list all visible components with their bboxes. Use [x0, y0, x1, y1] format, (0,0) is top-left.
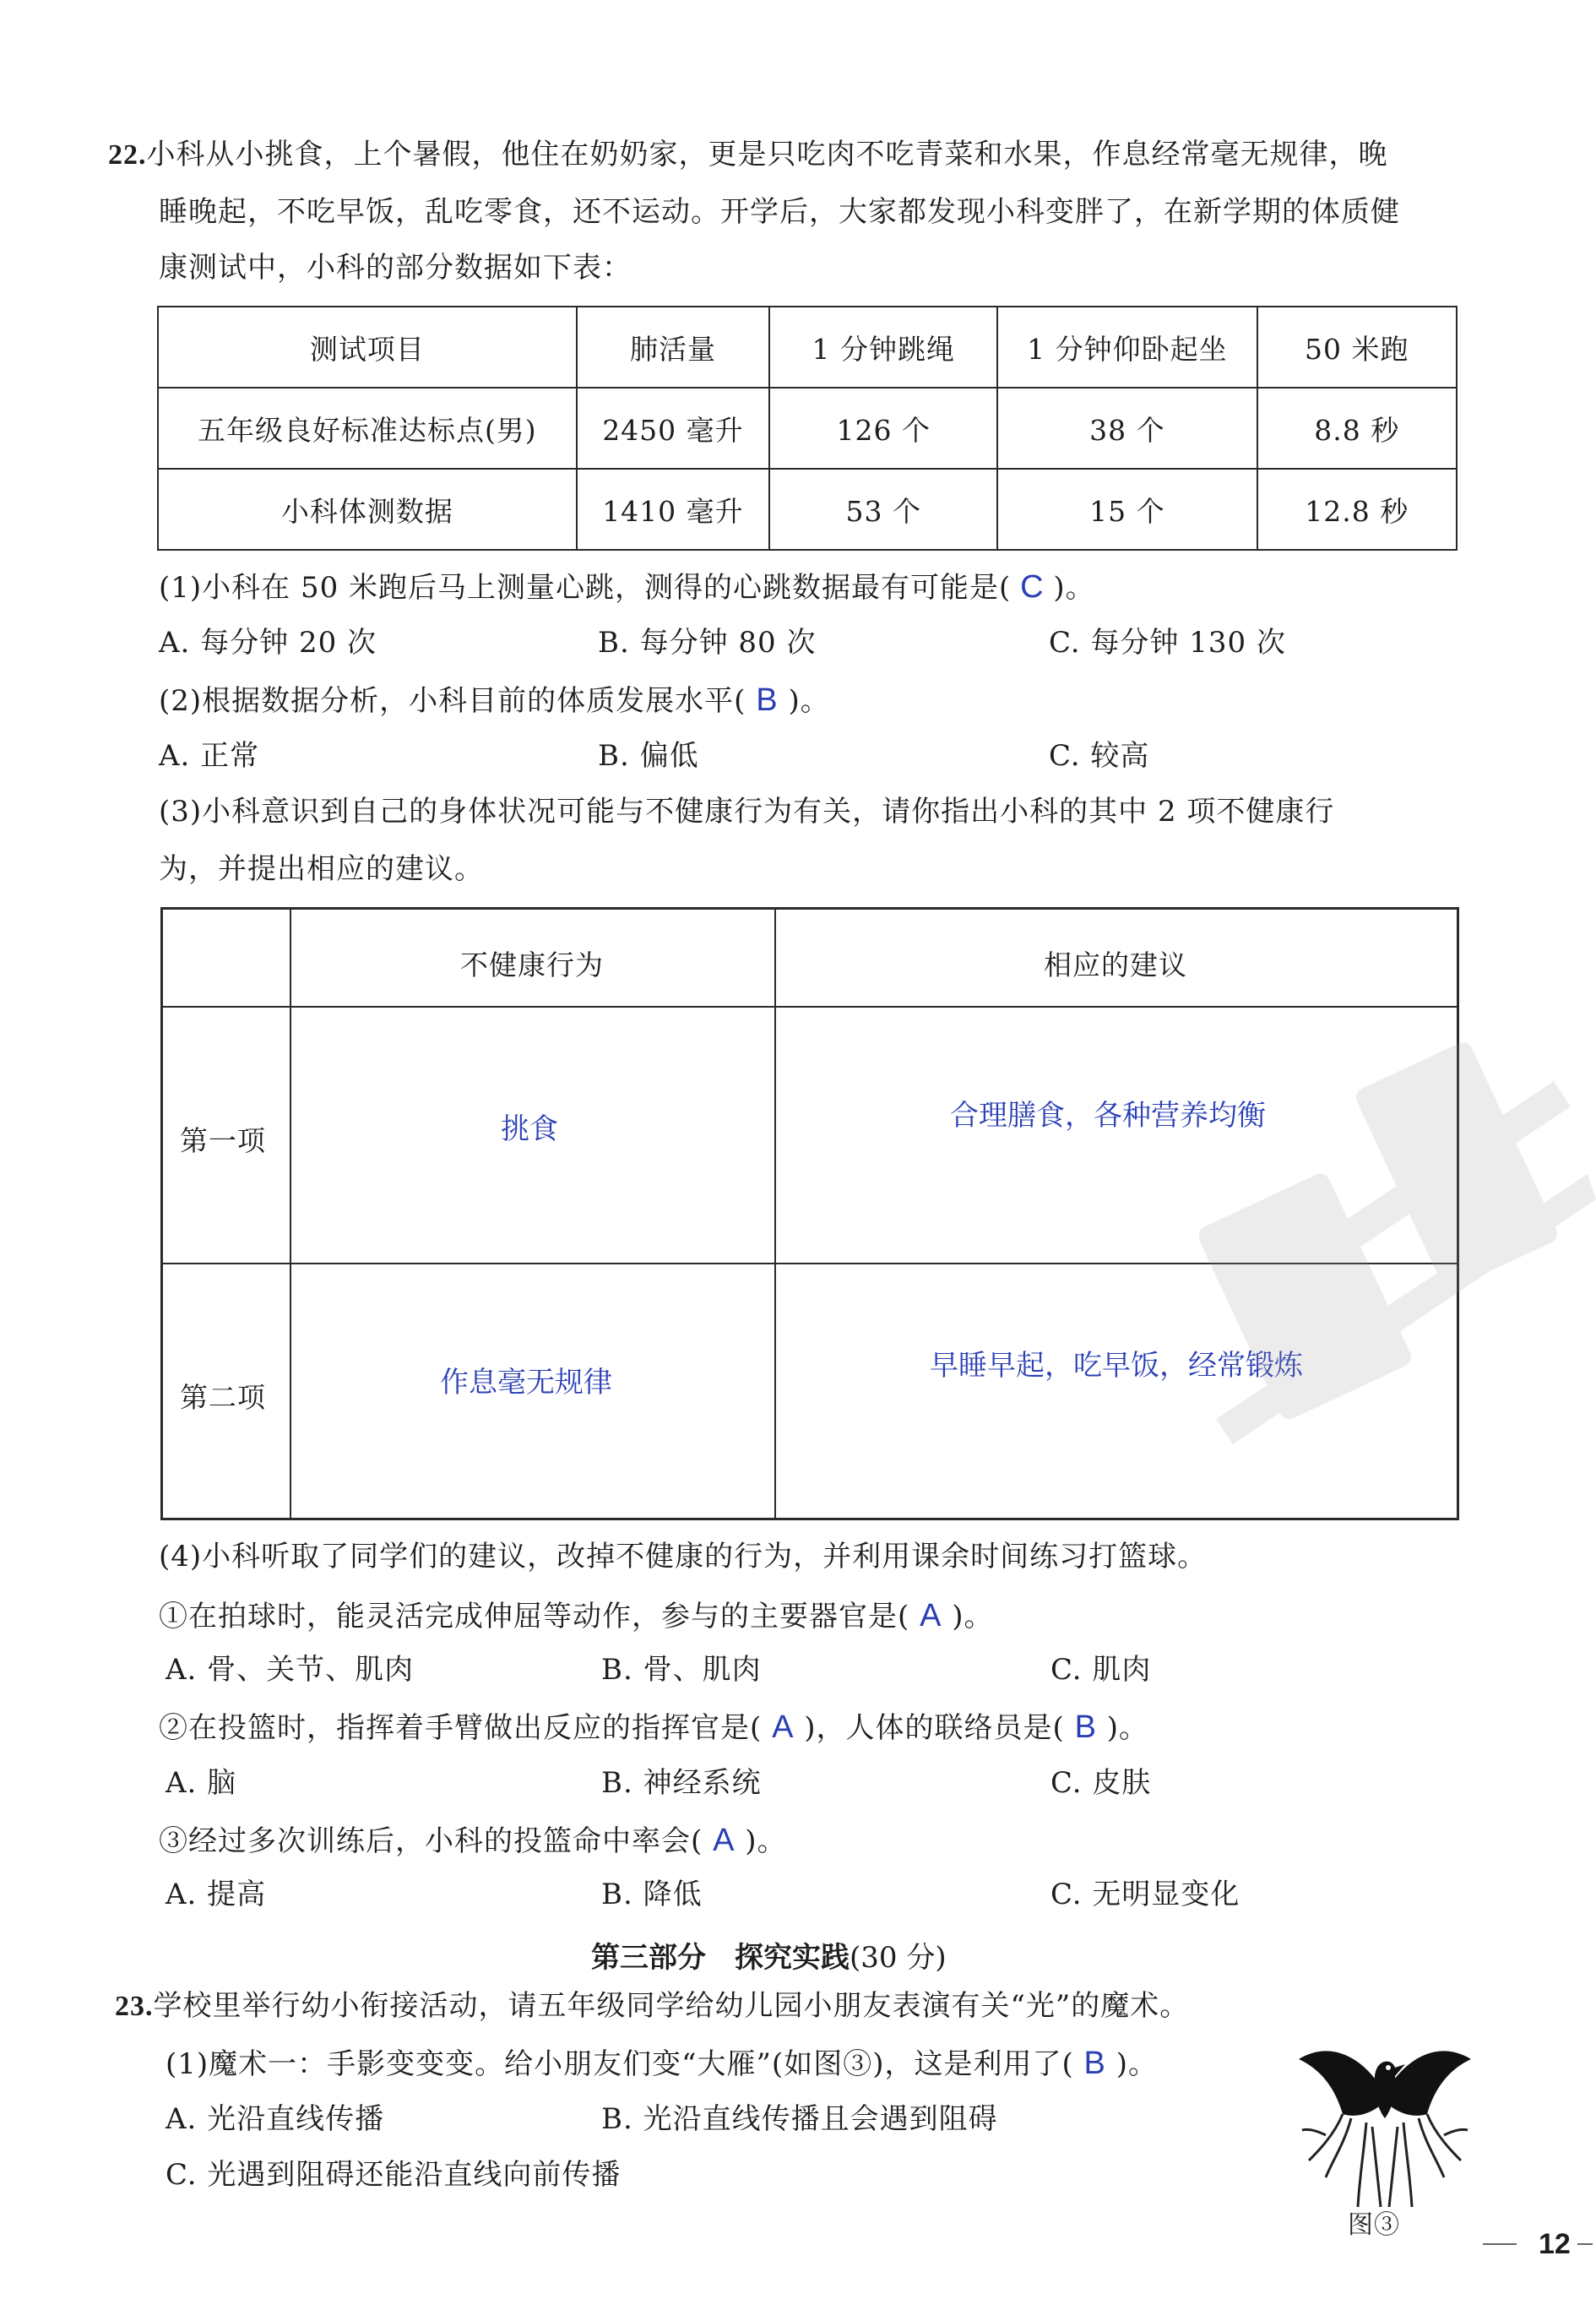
q23-sub1-close: )。 [1116, 2047, 1158, 2081]
option-c: C. 肌肉 [1050, 1653, 1152, 1687]
q22-sub4-p1 [159, 1600, 994, 1632]
q22-sub1-close: )。 [1053, 571, 1095, 605]
page-number: 12 [1539, 2228, 1571, 2260]
behavior-advice-table [160, 907, 1459, 1520]
row-label-second: 第二项 [180, 1381, 266, 1414]
fitness-data-table [157, 306, 1458, 551]
q22-stem-line2: 睡晚起，不吃早饭，乱吃零食，还不运动。开学后，大家都发现小科变胖了，在新学期的体质健 [159, 195, 1400, 229]
option-c: C. 每分钟 130 次 [1049, 626, 1286, 660]
q22-sub2-text: (2)根据数据分析，小科目前的体质发展水平( [159, 684, 746, 718]
option-b: B. 偏低 [598, 739, 699, 773]
q23-stem-text: 学校里举行幼小衔接活动，请五年级同学给幼儿园小朋友表演有关“光”的魔术。 [153, 1989, 1190, 2023]
p3-text: ③经过多次训练后，小科的投篮命中率会( [159, 1824, 703, 1858]
q22-stem-line1: 小科从小挑食，上个暑假，他住在奶奶家，更是只吃肉不吃青菜和水果，作息经常毫无规律，晚 [146, 138, 1388, 171]
option-c: C. 光遇到阻碍还能沿直线向前传播 [166, 2158, 622, 2192]
section-title [591, 1934, 947, 1976]
table-header: 肺活量 [577, 307, 770, 388]
q22-line1 [108, 140, 1388, 170]
answer-mark: B [1074, 1709, 1097, 1745]
option-b: B. 光沿直线传播且会遇到阻碍 [601, 2102, 998, 2136]
table-header-row [158, 307, 1457, 388]
table-row [158, 469, 1457, 550]
option-a: A. 骨、关节、肌肉 [166, 1653, 415, 1687]
option-b: B. 神经系统 [601, 1766, 762, 1800]
option-c: C. 无明显变化 [1050, 1878, 1240, 1911]
q22-sub1 [159, 571, 1095, 603]
q23-sub1-text: (1)魔术一：手影变变变。给小朋友们变“大雁”(如图③)，这是利用了( [166, 2047, 1074, 2081]
column-header-advice: 相应的建议 [1044, 948, 1187, 981]
q23-number: 23. [115, 1991, 154, 2022]
column-header-behavior: 不健康行为 [460, 948, 604, 981]
p3-close: )。 [745, 1824, 787, 1858]
q23-sub1 [166, 2047, 1158, 2079]
page-number-dash [1483, 2243, 1517, 2245]
option-a: A. 提高 [166, 1878, 267, 1911]
answer-advice-second: 早睡早起，吃早饭，经常锻炼 [930, 1349, 1303, 1383]
section-score: (30 分) [850, 1941, 947, 1975]
table-cell: 8.8 秒 [1257, 388, 1457, 469]
page-number-dash [1577, 2243, 1593, 2245]
table-cell: 126 个 [769, 388, 997, 469]
answer-mark: C [1020, 569, 1045, 605]
table-cell: 38 个 [997, 388, 1257, 469]
p1-close: )。 [952, 1600, 994, 1633]
table-cell: 小科体测数据 [158, 469, 577, 550]
table-cell: 12.8 秒 [1257, 469, 1457, 550]
option-b: B. 降低 [601, 1878, 703, 1911]
q22-stem-line3: 康测试中，小科的部分数据如下表： [159, 251, 632, 285]
table-header: 1 分钟跳绳 [769, 307, 997, 388]
q22-sub4-p3 [159, 1824, 787, 1856]
q22-sub2 [159, 684, 830, 716]
q22-sub3-line1: (3)小科意识到自己的身体状况可能与不健康行为有关，请你指出小科的其中 2 项不健康行 [159, 795, 1335, 829]
q22-sub1-text: (1)小科在 50 米跑后马上测量心跳，测得的心跳数据最有可能是( [159, 571, 1012, 605]
answer-mark: B [1083, 2046, 1106, 2081]
q23-stem [115, 1989, 1190, 2023]
q22-sub4: (4)小科听取了同学们的建议，改掉不健康的行为，并利用课余时间练习打篮球。 [159, 1540, 1208, 1574]
option-b: B. 骨、肌肉 [601, 1653, 762, 1687]
option-a: A. 脑 [166, 1766, 237, 1800]
table-cell: 2450 毫升 [577, 388, 770, 469]
p2-text: ②在投篮时，指挥着手臂做出反应的指挥官是( [159, 1711, 763, 1745]
table-row [158, 388, 1457, 469]
p2-close: )。 [1106, 1711, 1149, 1745]
answer-mark: B [756, 682, 779, 718]
table-cell: 五年级良好标准达标点(男) [158, 388, 577, 469]
answer-mark: A [713, 1823, 736, 1858]
table-header: 50 米跑 [1257, 307, 1457, 388]
table-cell: 53 个 [769, 469, 997, 550]
answer-advice-first: 合理膳食，各种营养均衡 [950, 1099, 1266, 1133]
answer-mark: A [772, 1709, 795, 1745]
option-a: A. 每分钟 20 次 [159, 626, 377, 660]
q22-number: 22. [108, 139, 147, 171]
row-label-first: 第一项 [180, 1124, 266, 1157]
option-a: A. 正常 [159, 739, 260, 773]
option-c: C. 较高 [1049, 739, 1150, 773]
table-cell: 1410 毫升 [577, 469, 770, 550]
answer-mark: A [920, 1598, 942, 1633]
option-c: C. 皮肤 [1050, 1766, 1152, 1800]
q22-sub2-close: )。 [788, 684, 830, 718]
figure-caption: 图③ [1348, 2210, 1400, 2240]
option-b: B. 每分钟 80 次 [598, 626, 817, 660]
q22-sub3-line2: 为，并提出相应的建议。 [159, 852, 484, 886]
table-header: 测试项目 [158, 307, 577, 388]
option-a: A. 光沿直线传播 [166, 2102, 385, 2136]
table-cell: 15 个 [997, 469, 1257, 550]
answer-behavior-second: 作息毫无规律 [440, 1366, 612, 1400]
p2-text-mid: )，人体的联络员是( [804, 1711, 1065, 1745]
section-title-text: 第三部分 探究实践 [591, 1941, 850, 1975]
p1-text: ①在拍球时，能灵活完成伸屈等动作，参与的主要器官是( [159, 1600, 910, 1633]
answer-behavior-first: 挑食 [501, 1112, 558, 1146]
q22-sub4-p2 [159, 1711, 1148, 1743]
hand-shadow-goose-figure [1292, 2034, 1478, 2220]
table-header: 1 分钟仰卧起坐 [997, 307, 1257, 388]
